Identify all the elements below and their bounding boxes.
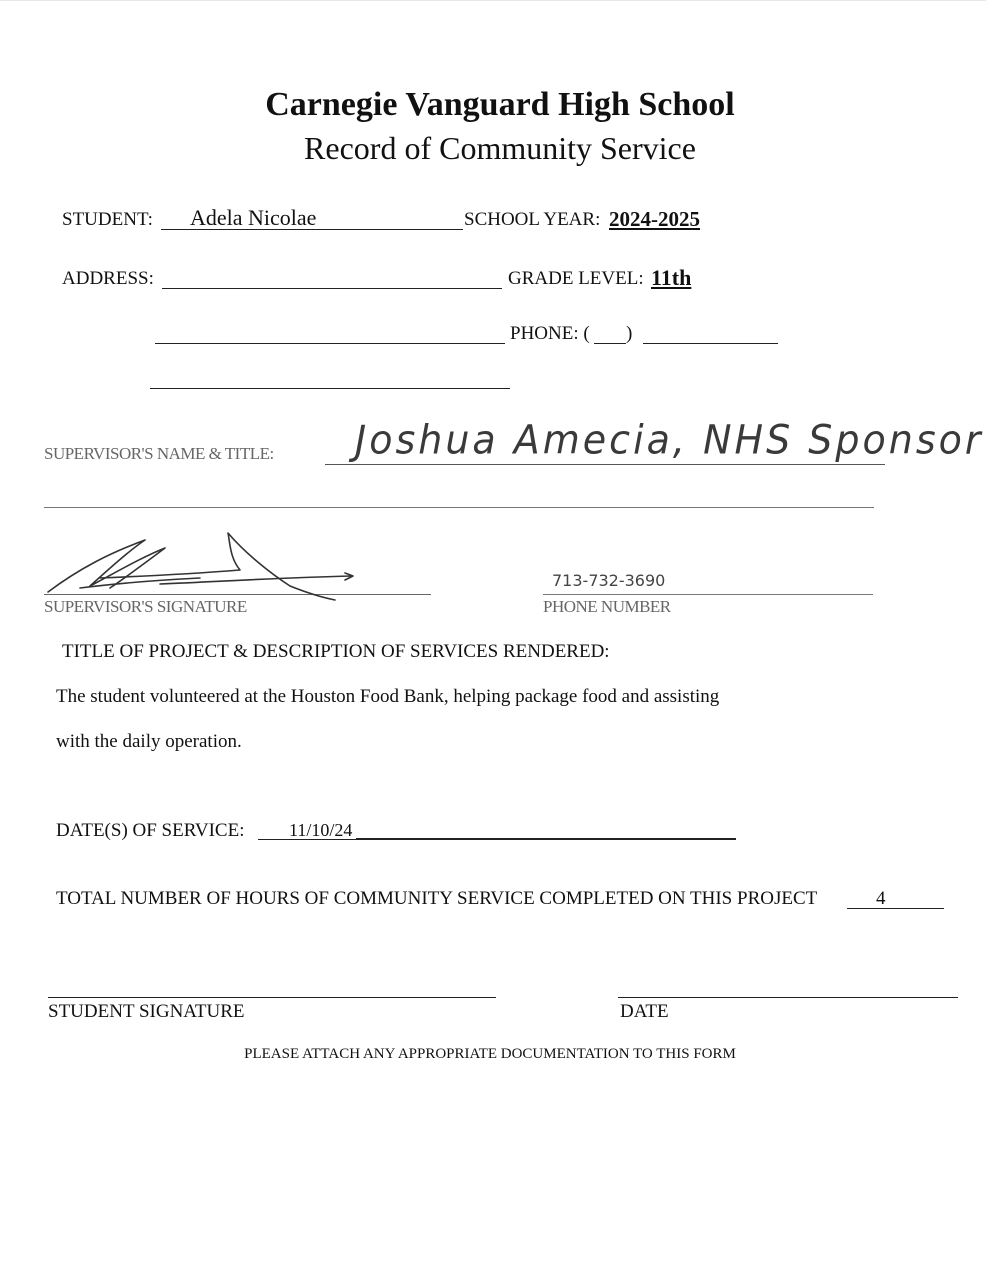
address-label: ADDRESS: bbox=[62, 268, 154, 289]
total-hours-line bbox=[847, 908, 944, 909]
date-line[interactable] bbox=[618, 997, 958, 998]
phone-paren-close: ) bbox=[626, 323, 633, 344]
page-top-border bbox=[0, 0, 986, 1]
student-name-value[interactable]: Adela Nicolae bbox=[190, 205, 317, 230]
total-hours-value[interactable]: 4 bbox=[876, 888, 886, 909]
supervisor-name-title-value[interactable]: Joshua Amecia, NHS Sponsor bbox=[355, 416, 984, 464]
phone-label: PHONE: ( bbox=[510, 323, 590, 344]
grade-level-value[interactable]: 11th bbox=[651, 265, 692, 290]
grade-level-label: GRADE LEVEL: bbox=[508, 268, 644, 289]
supervisor-signature-label: SUPERVISOR'S SIGNATURE bbox=[44, 597, 247, 616]
address-line-1[interactable] bbox=[162, 288, 502, 289]
supervisor-line-2 bbox=[44, 507, 874, 508]
dates-of-service-label: DATE(S) OF SERVICE: bbox=[56, 820, 245, 841]
address-line-3[interactable] bbox=[150, 388, 510, 389]
supervisor-name-line bbox=[325, 464, 885, 465]
attach-documentation-note: PLEASE ATTACH ANY APPROPRIATE DOCUMENTATION TO THIS FORM bbox=[244, 1046, 736, 1062]
phone-number-line[interactable] bbox=[643, 343, 778, 344]
supervisor-phone-value[interactable]: 713-732-3690 bbox=[552, 571, 666, 590]
phone-area-code-line[interactable] bbox=[594, 343, 626, 344]
date-label: DATE bbox=[620, 1001, 669, 1022]
school-name: Carnegie Vanguard High School bbox=[265, 86, 735, 123]
form-title: Record of Community Service bbox=[304, 130, 696, 166]
dates-of-service-value[interactable]: 11/10/24 bbox=[289, 820, 353, 840]
dates-of-service-line-b bbox=[356, 838, 736, 840]
supervisor-phone-label: PHONE NUMBER bbox=[543, 597, 671, 616]
student-signature-label: STUDENT SIGNATURE bbox=[48, 1001, 245, 1022]
student-label: STUDENT: bbox=[62, 209, 153, 230]
school-year-label: SCHOOL YEAR: bbox=[464, 209, 601, 230]
project-label: TITLE OF PROJECT & DESCRIPTION OF SERVICES RENDERED: bbox=[62, 641, 610, 662]
supervisor-phone-line bbox=[543, 594, 873, 595]
address-line-2[interactable] bbox=[155, 343, 505, 344]
project-description-line-2[interactable]: with the daily operation. bbox=[56, 731, 242, 752]
supervisor-signature-image bbox=[40, 528, 370, 608]
school-year-value[interactable]: 2024-2025 bbox=[609, 207, 700, 231]
total-hours-label: TOTAL NUMBER OF HOURS OF COMMUNITY SERVICE COMPLETED ON THIS PROJECT bbox=[56, 888, 818, 909]
supervisor-name-title-label: SUPERVISOR'S NAME & TITLE: bbox=[44, 444, 274, 463]
project-description-line-1[interactable]: The student volunteered at the Houston Food Bank, helping package food and assisting bbox=[56, 686, 720, 707]
student-signature-line[interactable] bbox=[48, 997, 496, 998]
